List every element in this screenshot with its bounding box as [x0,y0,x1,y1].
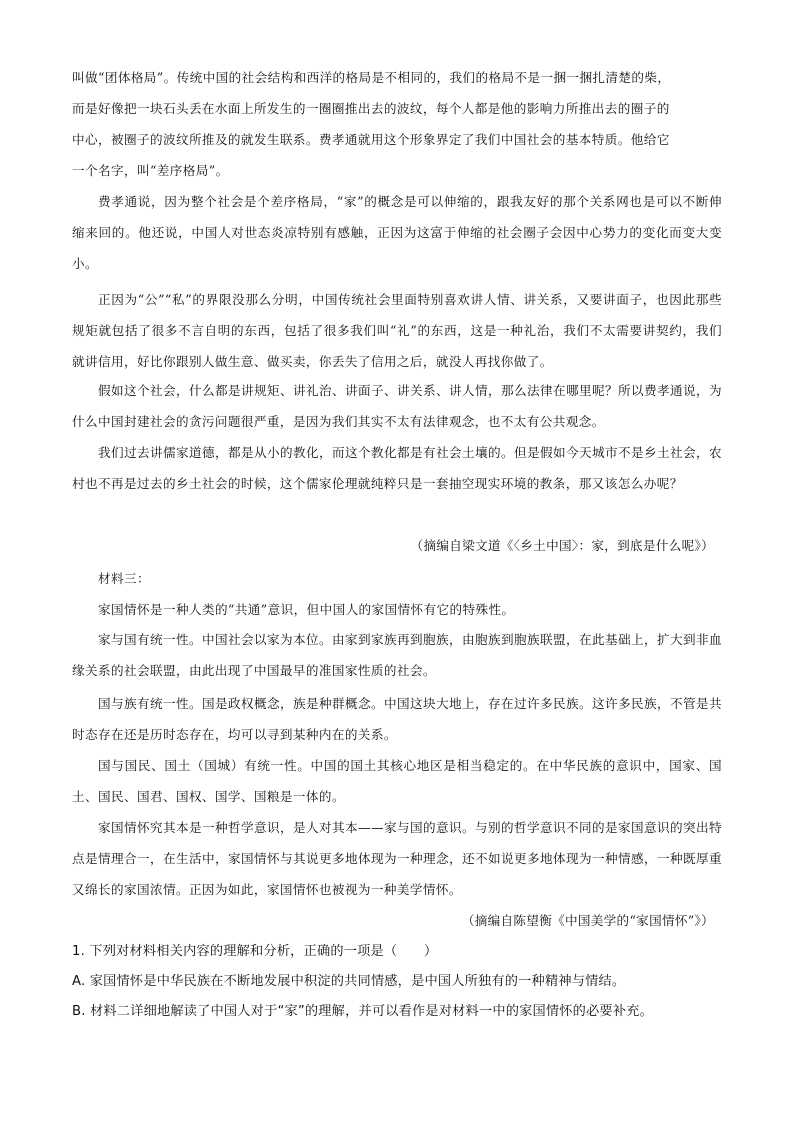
material3-paragraph-4: 国与国民、国土（国城）有统一性。中国的国土其核心地区是相当稳定的。在中华民族的意识中，国家、国土、国民、国君、国权、国学、国粮是一体的。 [72,758,722,804]
material3-paragraph-5: 家国情怀究其本是一种哲学意识，是人对其本——家与国的意识。与别的哲学意识不同的是家国意识的突出特点是情理合一，在生活中，家国情怀与其说更多地体现为一种理念，还不如说更多地体现为一种情感，一种既厚重又绵长的家国浓情。正因为如此，家国情怀也被视为一种美学情怀。 [72,820,722,897]
material2-source: （摘编自梁文道《〈乡土中国〉：家，到底是什么呢》） [410,538,714,553]
material3-heading: 材料三： [98,571,150,586]
material2-paragraph-3: 正因为“公”“私”的界限没那么分明，中国传统社会里面特别喜欢讲人情、讲关系，又要讲面子，也因此那些规矩就包括了很多不言自明的东西，包括了很多我们叫“礼”的东西，这是一种礼治，我们不太需要讲契约，我们就讲信用，好比你跟别人做生意、做买卖，你丢失了信用之后，就没人再找你做了。 [72,292,722,369]
material3-paragraph-1: 家国情怀是一种人类的“共通”意识，但中国人的家国情怀有它的特殊性。 [98,602,515,617]
question-option-a[interactable]: A. 家国情怀是中华民族在不断地发展中积淀的共同情感，是中国人所独有的一种精神与情结。 [72,974,626,989]
text-line: 中心，被圈子的波纹所推及的就发生联系。费孝通就用这个形象界定了我们中国社会的基本特质。他给它 [72,132,670,147]
material2-paragraph-1 [72,62,722,186]
text-line: 一个名字，叫“差序格局”。 [72,163,229,178]
material3-paragraph-2: 家与国有统一性。中国社会以家为本位。由家到家族再到胞族，由胞族到胞族联盟，在此基础上，扩大到非血缘关系的社会联盟，由此出现了中国最早的准国家性质的社会。 [72,632,722,678]
material3-source: （摘编自陈望衡《中国美学的“家国情怀”》） [461,913,714,928]
material2-paragraph-4: 假如这个社会，什么都是讲规矩、讲礼治、讲面子、讲关系、讲人情，那么法律在哪里呢？所以费孝通说，为什么中国封建社会的贪污问题很严重，是因为我们其实不太有法律观念，也不太有公共观念。 [72,383,722,429]
question-stem: 1. 下列对材料相关内容的理解和分析，正确的一项是（ ） [72,944,438,959]
text-line: 而是好像把一块石头丢在水面上所发生的一圈圈推出去的波纹，每个人都是他的影响力所推出去的圈子的 [72,101,670,116]
text-line: 叫做“团体格局”。传统中国的社会结构和西洋的格局是不相同的，我们的格局不是一捆一捆扎清楚的柴， [72,70,671,85]
material2-paragraph-2: 费孝通说，因为整个社会是个差序格局，“家”的概念是可以伸缩的，跟我友好的那个关系网也是可以不断伸缩来回的。他还说，中国人对世态炎凉特别有感触，正因为这富于伸缩的社会圈子会因中心势力的变化而变大变小。 [72,194,722,271]
question-option-b[interactable]: B. 材料二详细地解读了中国人对于“家”的理解，并可以看作是对材料一中的家国情怀的必要补充。 [72,1004,653,1019]
material2-paragraph-5: 我们过去讲儒家道德，都是从小的教化，而这个教化都是有社会土壤的。但是假如今天城市不是乡土社会，农村也不再是过去的乡土社会的时候，这个儒家伦理就纯粹只是一套抽空现实环境的教条，那又该怎么办呢？ [72,445,722,491]
material3-paragraph-3: 国与族有统一性。国是政权概念，族是种群概念。中国这块大地上，存在过许多民族。这许多民族，不管是共时态存在还是历时态存在，均可以寻到某种内在的关系。 [72,696,722,742]
